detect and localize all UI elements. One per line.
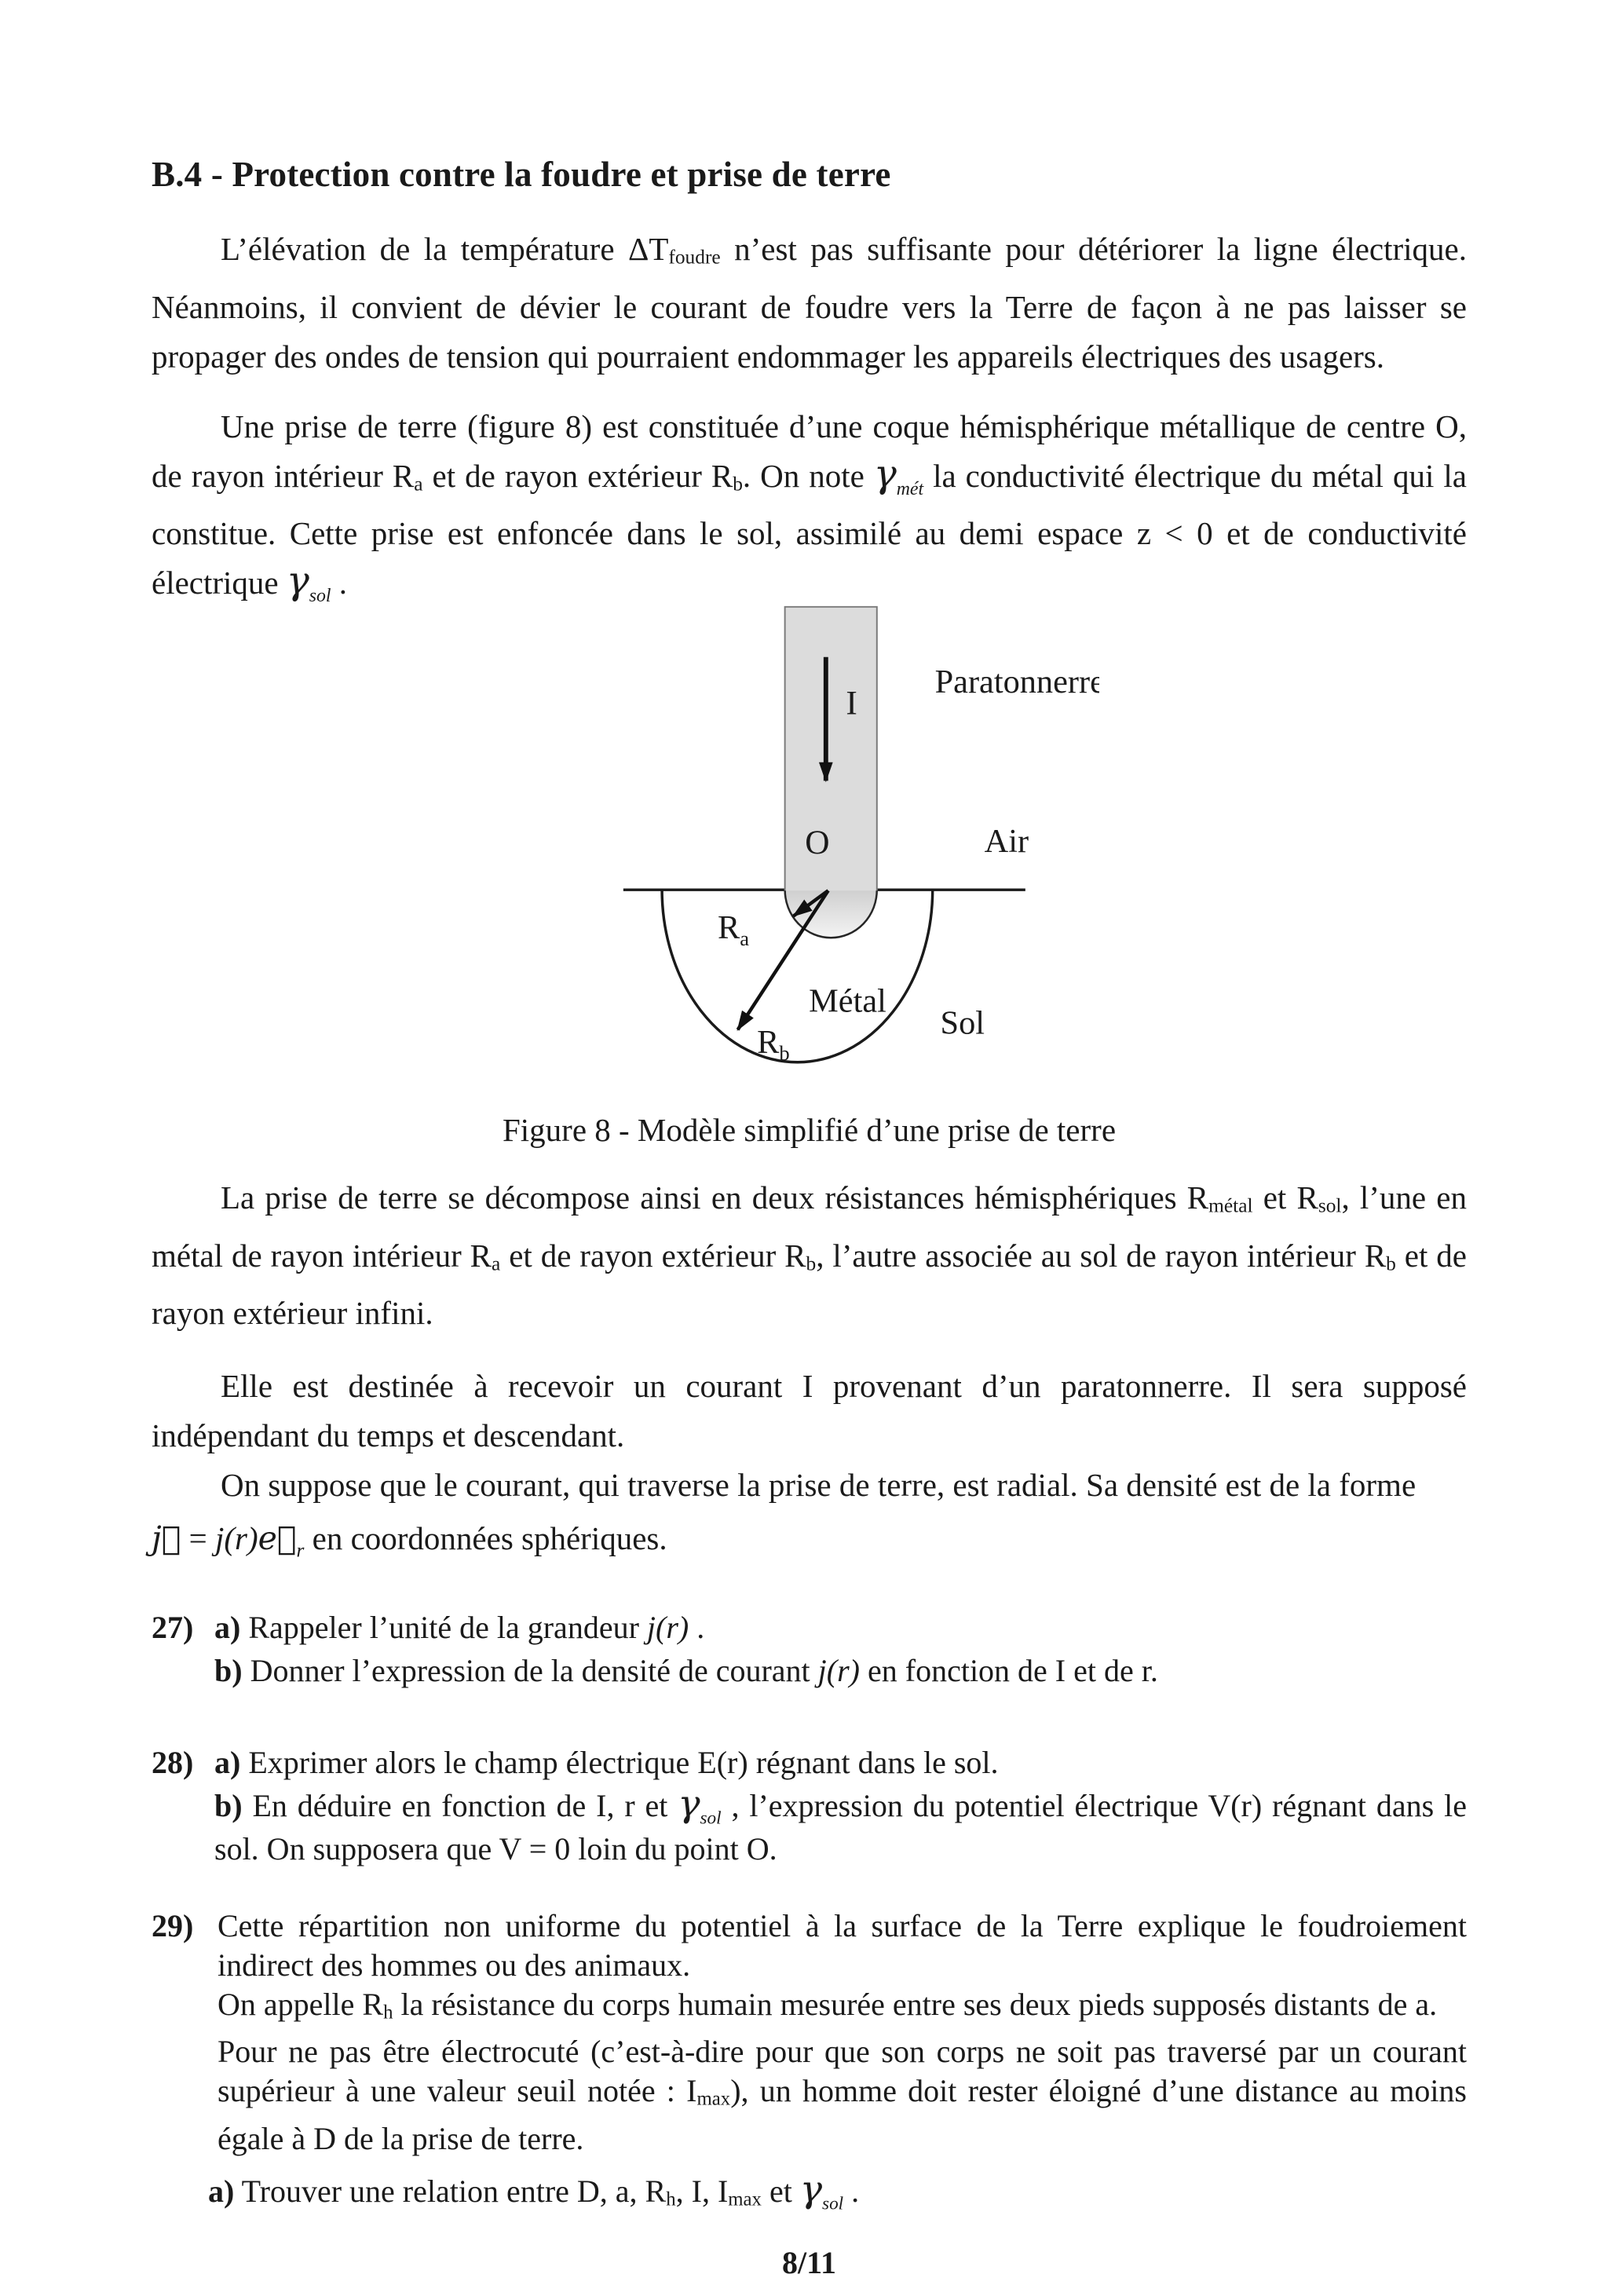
paragraph-prise-de-terre: Une prise de terre (figure 8) est constituée d’une coque hémisphérique métallique de centre O, de rayon intérieur Ra et de rayon extérieur Rb. On note $\gamma_{mét}$ la conductivité électrique du métal qui la constitue. Cette prise est enfoncée dans le sol, assimilé au demi espace z < 0 et de conductivité électrique $\gamma_{sol}$ . bbox=[152, 408, 1467, 607]
question-28b-text: En déduire en fonction de I, r et $\gamma_{sol}$ , l’expression du potentiel électrique V(r) régnant dans le sol. On supposera que V = 0 loin du point O. bbox=[214, 1782, 1468, 1866]
question-29a bbox=[152, 2167, 1467, 2221]
question-27b bbox=[214, 1649, 1467, 1692]
figure-8-drawing bbox=[534, 597, 1099, 1099]
question-29-number: 29) bbox=[152, 1907, 194, 1943]
sol-label: Sol bbox=[940, 1004, 985, 1042]
rb-label: $R_b$ bbox=[757, 1024, 790, 1065]
question-29-body2: On appelle Rh la résistance du corps humain mesurée entre ses deux pieds supposés distants de a. bbox=[217, 1986, 1438, 2024]
current-label: I bbox=[846, 684, 857, 722]
lightning-rod-shape bbox=[785, 607, 877, 890]
figure-8 bbox=[534, 597, 1099, 1099]
origin-label: O bbox=[805, 824, 830, 862]
section-title: B.4 - Protection contre la foudre et prise de terre bbox=[152, 155, 891, 194]
paratonnerre-label: Paratonnerre bbox=[934, 664, 1099, 701]
air-label: Air bbox=[984, 823, 1029, 861]
question-27-number: 27) bbox=[152, 1609, 194, 1645]
question-27b-text: Donner l’expression de la densité de courant j(r) en fonction de I et de r. bbox=[250, 1652, 1158, 1688]
figure-caption: Figure 8 - Modèle simplifié d’une prise de terre bbox=[502, 1112, 1117, 1149]
question-28b-label: b) bbox=[214, 1787, 243, 1823]
question-29 bbox=[152, 1907, 1467, 2159]
question-27b-label: b) bbox=[214, 1652, 243, 1688]
question-28-number: 28) bbox=[152, 1744, 194, 1780]
question-28a-label: a) bbox=[214, 1744, 241, 1780]
question-29a-text: Trouver une relation entre D, a, Rh, I, Imax et $\gamma_{sol}$ . bbox=[241, 2167, 860, 2214]
metal-label: Métal bbox=[809, 982, 886, 1020]
question-28a bbox=[214, 1741, 1467, 1784]
question-29a-label: a) bbox=[208, 2173, 235, 2209]
question-27 bbox=[152, 1606, 1467, 1692]
paragraph-courant: Elle est destinée à recevoir un courant I provenant d’un paratonnerre. Il sera supposé indépendant du temps et descendant. bbox=[152, 1368, 1467, 1454]
question-29-body3: Pour ne pas être électrocuté (c’est-à-dire pour que son corps ne soit pas traversé par un courant supérieur à une valeur seuil notée : Imax), un homme doit rester éloigné d’une distance au moins égale à D de la prise de terre. bbox=[217, 2034, 1468, 2156]
question-27a-label: a) bbox=[214, 1609, 241, 1645]
question-29-body1: Cette répartition non uniforme du potentiel à la surface de la Terre explique le foudroiement indirect des hommes ou des animaux. bbox=[217, 1907, 1467, 1983]
question-28b bbox=[214, 1784, 1467, 1870]
question-28a-text: Exprimer alors le champ électrique E(r) régnant dans le sol. bbox=[248, 1744, 999, 1780]
question-27a-text: Rappeler l’unité de la grandeur j(r) . bbox=[248, 1609, 705, 1645]
page-number: 8/11 bbox=[782, 2245, 836, 2281]
question-28 bbox=[152, 1741, 1467, 1870]
question-27a bbox=[214, 1606, 1467, 1649]
paragraph-intro: L’élévation de la température ΔTfoudre n’est pas suffisante pour détériorer la ligne électrique. Néanmoins, il convient de dévier le courant de foudre vers la Terre de façon à ne pas laisser se propager des ondes de tension qui pourraient endommager les appareils électriques des usagers. bbox=[152, 231, 1468, 375]
density-formula: j⃗ = $j(r)e⃗_r$ en coordonnées sphériques. bbox=[152, 1519, 667, 1562]
paragraph-densite-line1: On suppose que le courant, qui traverse la prise de terre, est radial. Sa densité est de la forme bbox=[221, 1467, 1416, 1504]
paragraph-resistances: La prise de terre se décompose ainsi en deux résistances hémisphériques Rmétal et Rsol, l’une en métal de rayon intérieur Ra et de rayon extérieur Rb, l’autre associée au sol de rayon intérieur Rb et de rayon extérieur infini. bbox=[152, 1179, 1467, 1332]
ra-label: $R_a$ bbox=[717, 909, 750, 951]
